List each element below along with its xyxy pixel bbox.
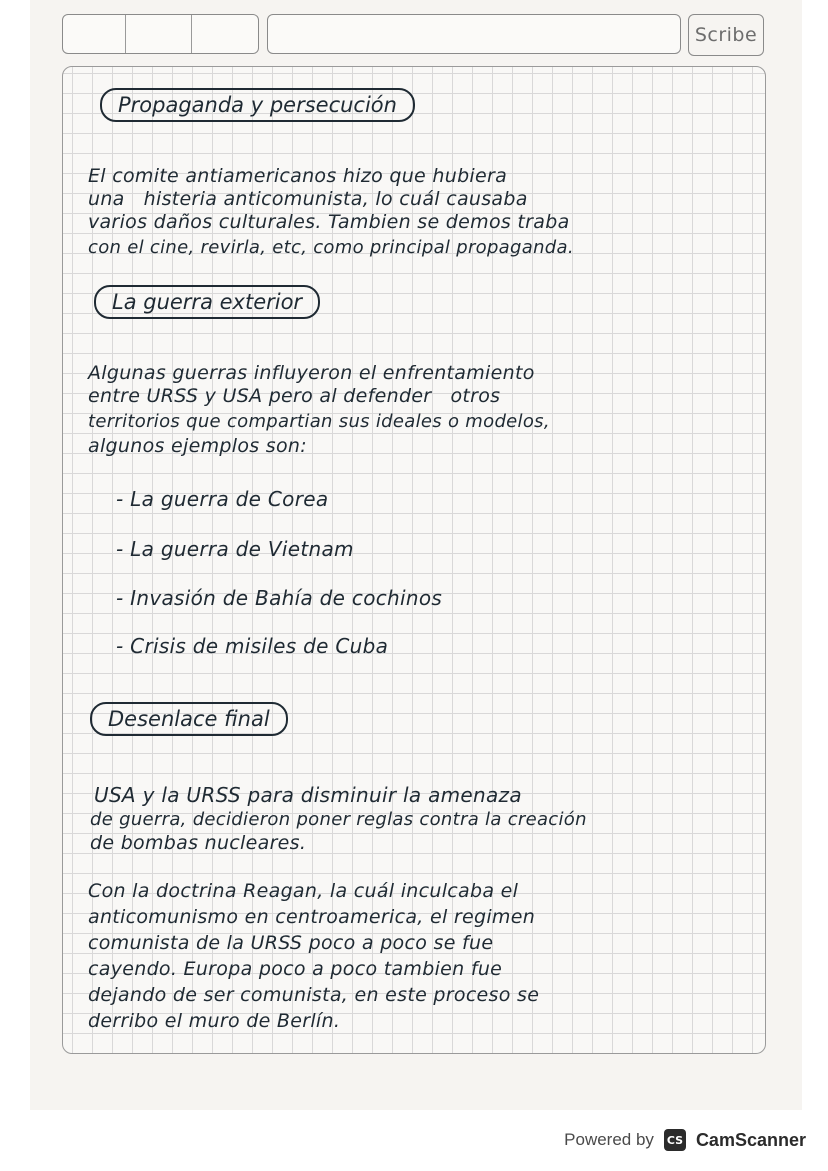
paragraph-line: territorios que compartian sus ideales o modelos, xyxy=(88,411,550,432)
paragraph-line: entre URSS y USA pero al defender otros xyxy=(88,385,501,407)
paragraph-line: Algunas guerras influyeron el enfrentamiento xyxy=(88,362,535,384)
paragraph-line: una histeria anticomunista, lo cuál causaba xyxy=(88,188,528,210)
paragraph-line: con el cine, revirla, etc, como principal propaganda. xyxy=(88,237,574,258)
paragraph-line: algunos ejemplos son: xyxy=(88,435,307,457)
camscanner-footer xyxy=(564,1125,806,1155)
powered-by-label: Powered by xyxy=(564,1130,654,1149)
date-box xyxy=(62,14,259,54)
paragraph-line: comunista de la URSS poco a poco se fue xyxy=(88,932,494,954)
paragraph-line: anticomunismo en centroamerica, el regimen xyxy=(88,906,536,928)
notebook-brand: Scribe xyxy=(688,14,764,56)
paragraph-line: El comite antiamericanos hizo que hubiera xyxy=(88,165,508,187)
heading-propaganda: Propaganda y persecución xyxy=(100,88,415,122)
list-item: - Crisis de misiles de Cuba xyxy=(116,634,389,658)
paragraph-line: dejando de ser comunista, en este proceso se xyxy=(88,984,540,1006)
heading-desenlace-final: Desenlace final xyxy=(90,702,288,736)
paragraph-line: derribo el muro de Berlín. xyxy=(88,1010,341,1032)
paragraph-line: cayendo. Europa poco a poco tambien fue xyxy=(88,958,503,980)
list-item: - Invasión de Bahía de cochinos xyxy=(116,586,443,610)
date-box-divider xyxy=(191,15,192,53)
paragraph-line: de bombas nucleares. xyxy=(90,832,307,854)
paragraph-line: varios daños culturales. Tambien se demos traba xyxy=(88,211,570,233)
list-item: - La guerra de Corea xyxy=(116,487,329,511)
title-box xyxy=(267,14,681,54)
paragraph-line: USA y la URSS para disminuir la amenaza xyxy=(94,783,522,807)
date-box-divider xyxy=(125,15,126,53)
camscanner-logo-icon: CS xyxy=(664,1129,686,1151)
heading-guerra-exterior: La guerra exterior xyxy=(94,285,320,319)
paragraph-line: de guerra, decidieron poner reglas contra la creación xyxy=(90,809,587,830)
camscanner-name: CamScanner xyxy=(695,1129,806,1150)
list-item: - La guerra de Vietnam xyxy=(116,537,354,561)
paragraph-line: Con la doctrina Reagan, la cuál inculcaba el xyxy=(88,880,519,902)
